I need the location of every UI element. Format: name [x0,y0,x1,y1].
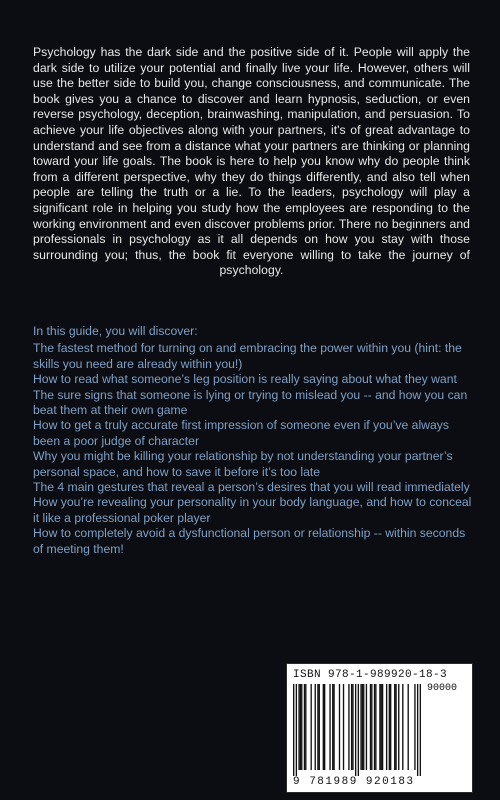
barcode-bar [352,684,353,770]
barcode-bar [420,684,421,776]
barcode-bar [332,684,333,770]
barcode-bar [300,684,301,770]
barcode-bar [395,684,396,770]
blurb-paragraph: Psychology has the dark side and the positive side of it. People will apply the dark side to utilize your potential and finally live your life. However, others will use the better side to build you, change consciousness, and communicate. The book gives you a chance to discover and learn hypnosis, seduction, or even reverse psychology, deception, brainwashing, manipulation, and persuasion. To achieve your life objectives along with your partners, it's of great advantage to understand and see from a distance what your partners are thinking or planning toward your life goals. The book is here to help you know why do people think from a different perspective, why they do things differently, and also tell when people are telling the truth or a lie. To the leaders, psychology will play a significant role in helping you study how the employees are responding to the working environment and even discover problems prior. There no beginners and professionals in psychology as it all depends on how you stay with those surrounding you; thus, the book fit everyone willing to take the journey of psychology. [33,45,470,278]
barcode-bar [355,684,356,776]
barcode-bar [293,684,294,776]
list-item: Why you might be killing your relationship by not understanding your partner’s personal space, and how to save it before it’s too late [33,449,453,479]
ean-digits: 9 781989 920183 [293,776,415,788]
barcode-bar [402,684,403,770]
barcode-bar [304,684,305,770]
barcode-bar [394,684,395,770]
list-item: How you’re revealing your personality in your body language, and how to conceal it like a professional poker player [33,495,472,525]
barcode-bar [417,684,418,776]
barcode-bar [386,684,387,770]
barcode-bar [390,684,391,770]
barcode-bar [360,684,361,770]
barcode-bar [319,684,320,770]
barcode-bar [398,684,399,770]
barcode-bar [317,684,318,770]
barcode-bar [296,684,297,776]
barcode-bar [324,684,325,770]
barcode-bar [389,684,390,770]
discover-intro: In this guide, you will discover: [33,324,198,338]
barcode-bar [375,684,376,770]
isbn-label: ISBN 978-1-989920-18-3 [293,669,448,681]
barcode-bar [329,684,330,770]
barcode-bar [351,684,352,770]
barcode-bar [339,684,340,770]
discover-section [33,324,473,557]
barcode-bar [362,684,363,770]
barcode-bar [382,684,383,770]
barcode-bar [371,684,372,770]
barcode-bar [408,684,409,770]
barcode-box [286,663,473,793]
barcode-bar [323,684,324,770]
barcode-bar [363,684,364,770]
barcode-bar [379,684,380,770]
barcode-bar [370,684,371,770]
list-item: How to get a truly accurate first impression of someone even if you’ve always been a poor judge of character [33,418,449,448]
list-item: The 4 main gestures that reveal a person’s desires that you will read immediately [33,480,470,495]
list-item: How to read what someone’s leg position is really saying about what they want [33,372,457,387]
price-code: 90000 [427,683,458,694]
list-item: How to completely avoid a dysfunctional person or relationship -- within seconds of meeting them! [33,526,466,556]
barcode-bar [358,684,359,776]
barcode-bar [374,684,375,770]
list-item: The sure signs that someone is lying or trying to mislead you -- and how you can beat them at their own game [33,387,468,418]
barcode-bar [343,684,344,770]
barcode-bar [311,684,312,770]
barcode-bar [298,684,299,770]
list-item: The fastest method for turning on and embracing the power within you (hint: the skills you need are already within you!) [33,341,462,371]
barcode-bar [348,684,349,770]
isbn-barcode-bars [293,684,421,776]
barcode-bar [366,684,367,770]
discover-list [33,341,473,557]
barcode-bar [315,684,316,770]
barcode-bar [381,684,382,770]
barcode-bar [301,684,302,770]
barcode-bar [305,684,306,770]
barcode-bar [333,684,334,770]
barcode-bar [414,684,415,770]
